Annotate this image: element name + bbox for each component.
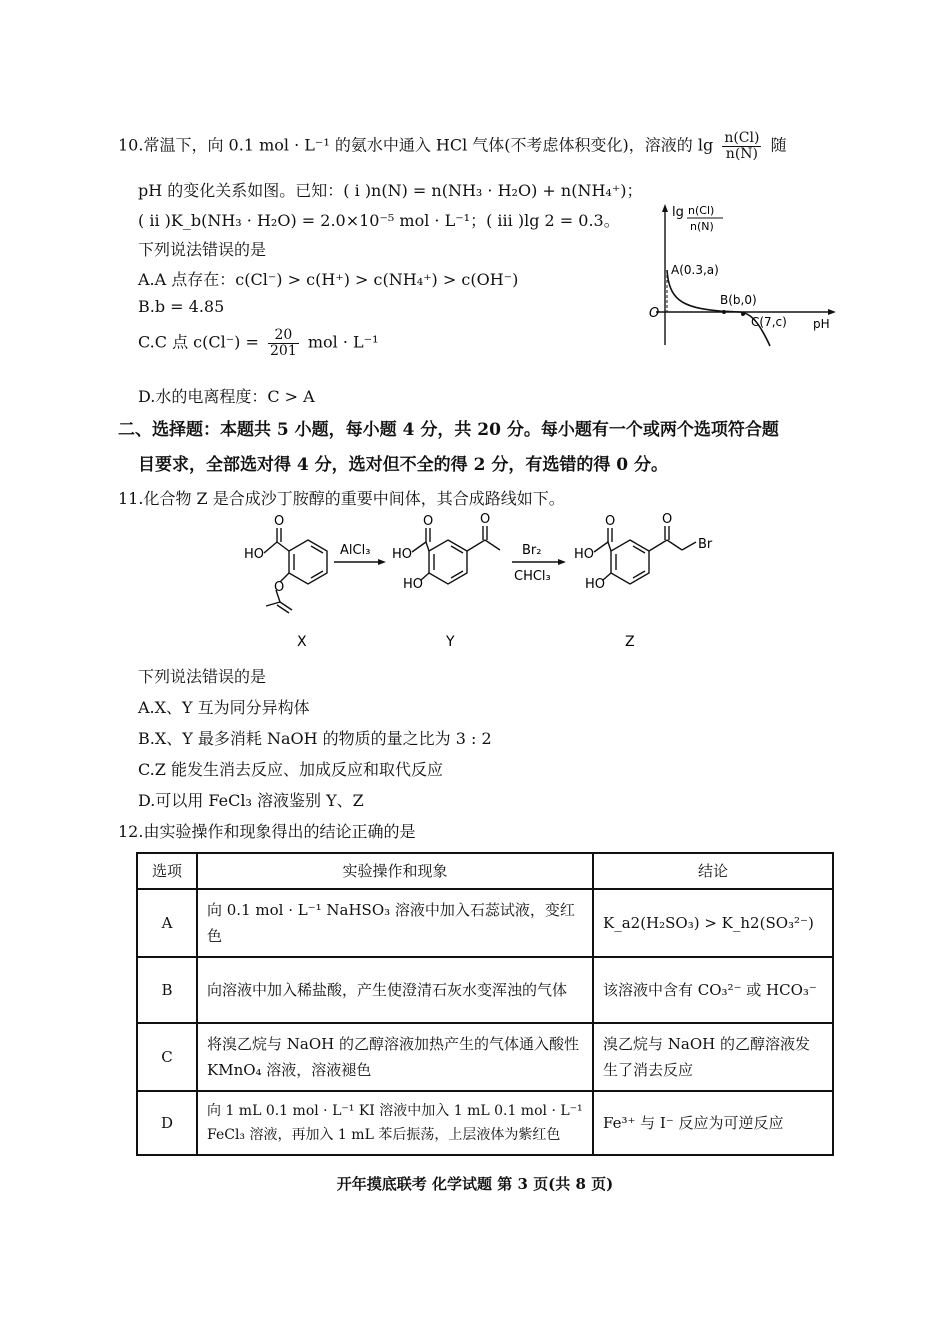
row-d-option: D bbox=[137, 1091, 197, 1155]
x-ho: HO bbox=[244, 547, 265, 562]
row-c-operation: 将溴乙烷与 NaOH 的乙醇溶液加热产生的气体通入酸性 KMnO₄ 溶液，溶液褪色 bbox=[197, 1023, 593, 1091]
row-b-option: B bbox=[137, 957, 197, 1023]
q11-option-b: B.X、Y 最多消耗 NaOH 的物质的量之比为 3 : 2 bbox=[138, 729, 492, 748]
graph-ylabel-den: n(N) bbox=[690, 220, 714, 233]
page-footer: 开年摸底联考 化学试题 第 3 页(共 8 页) bbox=[336, 1175, 614, 1193]
row-d-operation: 向 1 mL 0.1 mol · L⁻¹ KI 溶液中加入 1 mL 0.1 mol · L⁻¹ FeCl₃ 溶液，再加入 1 mL 苯后振荡，上层液体为紫红色 bbox=[197, 1091, 593, 1155]
y-carbonyl-o-2: O bbox=[480, 512, 491, 527]
graph-label-b: B(b,0) bbox=[720, 293, 757, 307]
q10-option-c-fraction bbox=[268, 328, 299, 358]
row-b-operation: 向溶液中加入稀盐酸，产生使澄清石灰水变浑浊的气体 bbox=[197, 957, 593, 1023]
reagent-chcl3: CHCl₃ bbox=[514, 569, 551, 584]
q10-line3: ( ⅱ )K_b(NH₃ · H₂O) = 2.0×10⁻⁵ mol · L⁻¹；( ⅲ )lg 2 = 0.3。 bbox=[138, 211, 620, 230]
section2-line2: 目要求，全部选对得 4 分，选对但不全的得 2 分，有选错的得 0 分。 bbox=[138, 455, 668, 475]
row-c-option: C bbox=[137, 1023, 197, 1091]
q10-option-c bbox=[138, 328, 379, 358]
reagent-br2: Br₂ bbox=[522, 543, 542, 558]
row-a-conclusion: K_a2(H₂SO₃) > K_h2(SO₃²⁻) bbox=[593, 889, 833, 957]
arrow-2-head bbox=[558, 559, 566, 565]
table-header-row bbox=[137, 853, 833, 889]
row-a-operation: 向 0.1 mol · L⁻¹ NaHSO₃ 溶液中加入石蕊试液，变红色 bbox=[197, 889, 593, 957]
x-benzene-ring bbox=[289, 540, 327, 584]
arrow-1-head bbox=[378, 559, 386, 565]
q10-ask: 下列说法错误的是 bbox=[138, 240, 267, 259]
graph-point-c bbox=[741, 312, 745, 316]
y-benzene-ring bbox=[429, 540, 467, 584]
q11-stem: 11.化合物 Z 是合成沙丁胺醇的重要中间体，其合成路线如下。 bbox=[118, 489, 565, 508]
q10-frac-num: n(Cl) bbox=[724, 130, 760, 146]
table-row bbox=[137, 1091, 833, 1155]
z-carbonyl-o-1: O bbox=[605, 514, 616, 529]
row-d-conclusion: Fe³⁺ 与 I⁻ 反应为可逆反应 bbox=[593, 1091, 833, 1155]
header-conclusion: 结论 bbox=[593, 853, 833, 889]
graph-x-arrow bbox=[828, 309, 836, 315]
q10-line2: pH 的变化关系如图。已知：( ⅰ )n(N) = n(NH₃ · H₂O) + n(NH₄⁺)； bbox=[138, 181, 643, 200]
q10-option-c-num: 20 bbox=[268, 328, 299, 344]
q10-fraction bbox=[722, 131, 761, 161]
x-carbonyl-o: O bbox=[274, 514, 285, 529]
q11-option-c: C.Z 能发生消去反应、加成反应和取代反应 bbox=[138, 760, 443, 779]
q11-synthesis-scheme bbox=[230, 510, 750, 655]
row-c-conclusion: 溴乙烷与 NaOH 的乙醇溶液发生了消去反应 bbox=[593, 1023, 833, 1091]
table-row bbox=[137, 957, 833, 1023]
y-carbonyl-o-1: O bbox=[423, 514, 434, 529]
q12-stem: 12.由实验操作和现象得出的结论正确的是 bbox=[118, 822, 416, 841]
header-operation: 实验操作和现象 bbox=[197, 853, 593, 889]
x-ester-o: O bbox=[274, 580, 285, 595]
graph-curve bbox=[667, 270, 770, 346]
row-b-conclusion: 该溶液中含有 CO₃²⁻ 或 HCO₃⁻ bbox=[593, 957, 833, 1023]
z-carbonyl-o-2: O bbox=[662, 512, 673, 527]
label-y: Y bbox=[446, 634, 455, 650]
label-z: Z bbox=[625, 634, 635, 650]
q11-ask: 下列说法错误的是 bbox=[138, 667, 267, 686]
graph-xlabel: pH bbox=[813, 317, 830, 331]
q10-option-d: D.水的电离程度：C > A bbox=[138, 387, 315, 406]
reagent-alcl3: AlCl₃ bbox=[340, 543, 371, 558]
q10-option-c-pre: C.C 点 c(Cl⁻) = bbox=[138, 332, 259, 352]
graph-ylabel-lg: lg bbox=[672, 205, 684, 220]
header-option: 选项 bbox=[137, 853, 197, 889]
q10-frac-den: n(N) bbox=[725, 145, 758, 162]
section2-line1: 二、选择题：本题共 5 小题，每小题 4 分，共 20 分。每小题有一个或两个选项符合题 bbox=[118, 420, 779, 440]
table-row bbox=[137, 1023, 833, 1091]
graph-label-a: A(0.3,a) bbox=[671, 263, 719, 277]
q12-table bbox=[136, 852, 834, 1156]
y-ho-1: HO bbox=[392, 547, 413, 562]
graph-label-c: C(7,c) bbox=[751, 315, 787, 329]
q10-stem bbox=[118, 131, 787, 161]
q10-option-b: B.b = 4.85 bbox=[138, 297, 225, 316]
row-a-option: A bbox=[137, 889, 197, 957]
table-row bbox=[137, 889, 833, 957]
q10-graph bbox=[640, 200, 840, 350]
q10-option-a: A.A 点存在：c(Cl⁻) > c(H⁺) > c(NH₄⁺) > c(OH⁻) bbox=[138, 270, 519, 289]
y-ho-2: HO bbox=[403, 577, 424, 592]
q10-stem-a: 10.常温下，向 0.1 mol · L⁻¹ 的氨水中通入 HCl 气体(不考虑体积变化)，溶液的 lg bbox=[118, 135, 714, 155]
q10-stem-b: 随 bbox=[770, 135, 787, 155]
z-ho-2: HO bbox=[585, 577, 606, 592]
graph-origin: O bbox=[649, 306, 660, 321]
z-br: Br bbox=[698, 537, 713, 552]
z-benzene-ring bbox=[611, 540, 649, 584]
label-x: X bbox=[297, 634, 307, 650]
graph-y-arrow bbox=[662, 204, 668, 212]
q10-option-c-post: mol · L⁻¹ bbox=[307, 332, 379, 352]
q10-option-c-den: 201 bbox=[270, 342, 297, 359]
graph-ylabel-num: n(Cl) bbox=[688, 204, 715, 217]
graph-point-b bbox=[722, 310, 726, 314]
q11-option-a: A.X、Y 互为同分异构体 bbox=[138, 698, 310, 717]
q11-option-d: D.可以用 FeCl₃ 溶液鉴别 Y、Z bbox=[138, 791, 364, 810]
z-ho-1: HO bbox=[574, 547, 595, 562]
